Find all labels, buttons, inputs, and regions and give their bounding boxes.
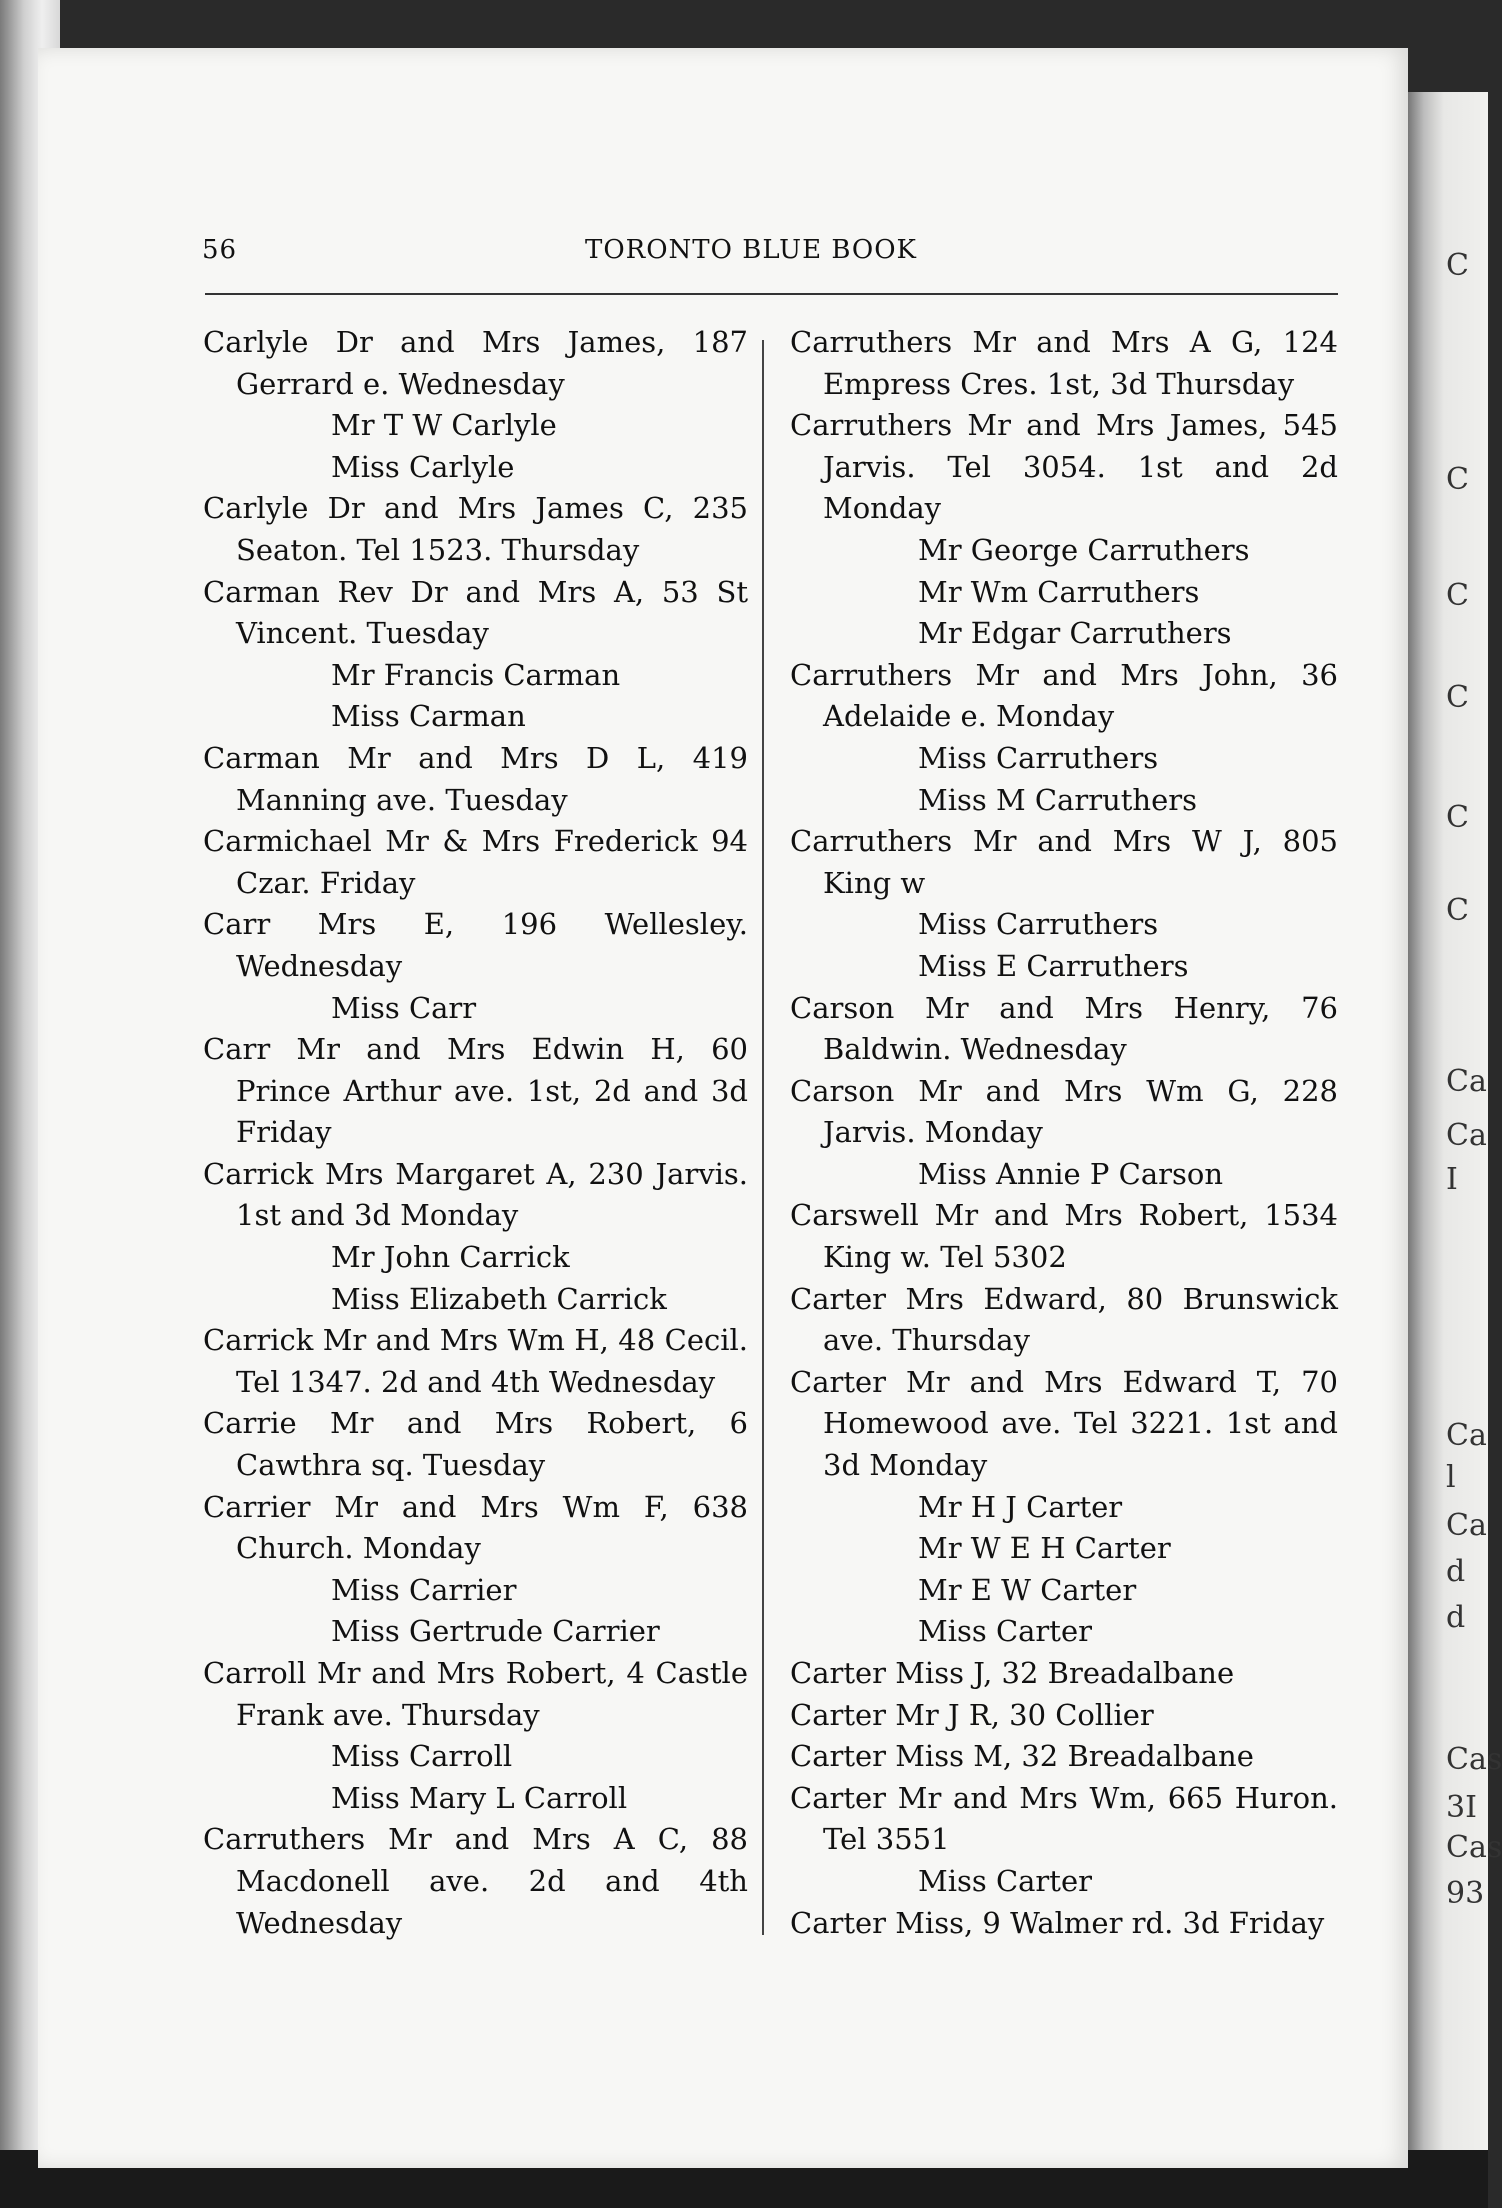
directory-entry [790,1695,1338,1737]
entry-text: Carman Rev Dr and Mrs A, 53 St Vincent. Tuesday [203,574,748,651]
entry-text: Carlyle Dr and Mrs James, 187 Gerrard e. Wednesday [203,325,748,401]
household-member: Mr John Carrick [331,1240,570,1275]
directory-entry [203,1819,748,1944]
entry-text: Carruthers Mr and Mrs John, 36 Adelaide e. Monday [790,657,1338,734]
entry-text: Carr Mrs E, 196 Wellesley. Wednesday [203,907,748,983]
entry-text: Carter Mr J R, 30 Collier [790,1697,1154,1732]
directory-entry [203,1029,748,1154]
entry-text: Carrie Mr and Mrs Robert, 6 Cawthra sq. Tuesday [203,1406,748,1483]
household-member: Miss Carter [918,1614,1092,1649]
directory-entry [790,988,1338,1071]
entry-text: Carruthers Mr and Mrs A C, 88 Macdonell ave. 2d and 4th Wednesday [203,1822,748,1940]
entry-text: Carson Mr and Mrs Henry, 76 Baldwin. Wednesday [790,990,1338,1067]
page-header [166,235,1336,275]
entry-text: Carter Miss, 9 Walmer rd. 3d Friday [790,1905,1325,1940]
adjacent-page-text: 93 [1446,1876,1485,1911]
directory-entry [790,405,1338,655]
household-member: Miss Carruthers [918,907,1159,942]
entry-text: Carson Mr and Mrs Wm G, 228 Jarvis. Monday [790,1073,1338,1150]
directory-entry [790,1653,1338,1695]
entry-text: Carman Mr and Mrs D L, 419 Manning ave. Tuesday [203,740,748,817]
directory-entry [790,1362,1338,1653]
adjacent-page-text: Ca [1446,1418,1487,1453]
adjacent-page-text: Ca [1446,1118,1487,1153]
adjacent-page-text: 3I [1446,1790,1477,1825]
adjacent-page-text: l [1446,1460,1456,1495]
entry-text: Carswell Mr and Mrs Robert, 1534 King w. Tel 5302 [790,1198,1338,1275]
directory-entry [790,1903,1338,1945]
running-title: TORONTO BLUE BOOK [585,235,917,265]
directory-entry [203,488,748,571]
household-member: Miss Carter [918,1863,1092,1898]
entry-text: Carter Mr and Mrs Wm, 665 Huron. Tel 3551 [790,1780,1338,1857]
header-rule [205,293,1338,295]
entry-text: Carlyle Dr and Mrs James C, 235 Seaton. Tel 1523. Thursday [203,491,748,567]
household-member: Mr Wm Carruthers [918,574,1200,609]
adjacent-page-text: C [1446,893,1469,928]
household-member: Mr Francis Carman [331,657,621,692]
entry-text: Carruthers Mr and Mrs W J, 805 King w [790,824,1338,900]
household-member: Miss Carroll [331,1739,513,1774]
directory-entry [790,821,1338,987]
directory-entry [790,1195,1338,1278]
directory-entry [790,655,1338,821]
household-member: Miss Carruthers [918,740,1159,775]
directory-entry [790,1778,1338,1903]
directory-entry [203,1320,748,1403]
household-member: Miss M Carruthers [918,782,1197,817]
entry-text: Carter Mr and Mrs Edward T, 70 Homewood ave. Tel 3221. 1st and 3d Monday [790,1364,1338,1483]
household-member: Miss Annie P Carson [918,1156,1223,1191]
entry-text: Carter Mrs Edward, 80 Brunswick ave. Thursday [790,1281,1338,1358]
entry-text: Carrier Mr and Mrs Wm F, 638 Church. Monday [203,1489,748,1566]
entry-text: Carter Miss M, 32 Breadalbane [790,1739,1254,1774]
entry-text: Carmichael Mr & Mrs Frederick 94 Czar. Friday [203,824,748,900]
directory-entry [203,1403,748,1486]
directory-entry [203,572,748,738]
household-member: Miss Elizabeth Carrick [331,1281,667,1316]
adjacent-page-text: d [1446,1600,1466,1635]
entry-text: Carrick Mr and Mrs Wm H, 48 Cecil. Tel 1347. 2d and 4th Wednesday [203,1323,748,1399]
household-member: Miss Mary L Carroll [331,1780,628,1815]
household-member: Mr George Carruthers [918,532,1250,567]
directory-entry [790,322,1338,405]
directory-entry [203,738,748,821]
column-divider [762,340,764,1935]
directory-entry [790,1279,1338,1362]
entry-text: Carruthers Mr and Mrs A G, 124 Empress Cres. 1st, 3d Thursday [790,325,1338,401]
household-member: Miss Carrier [331,1572,517,1607]
entry-text: Carroll Mr and Mrs Robert, 4 Castle Frank ave. Thursday [203,1656,748,1732]
household-member: Miss Carr [331,990,477,1025]
adjacent-page-text: C [1446,462,1469,497]
adjacent-page-edge [1408,92,1502,2152]
directory-entry [790,1736,1338,1778]
household-member: Miss Carlyle [331,449,515,484]
adjacent-page-text: d [1446,1554,1466,1589]
household-member: Mr T W Carlyle [331,408,557,443]
directory-entry [203,1154,748,1320]
adjacent-page-text: C [1446,800,1469,835]
entry-text: Carter Miss J, 32 Breadalbane [790,1656,1235,1690]
household-member: Miss Carman [331,699,526,734]
entry-text: Carr Mr and Mrs Edwin H, 60 Prince Arthur ave. 1st, 2d and 3d Friday [203,1032,748,1150]
adjacent-page-text: C [1446,680,1469,715]
household-member: Mr Edgar Carruthers [918,616,1232,651]
adjacent-page-text: Ca [1446,1508,1487,1543]
household-member: Miss Gertrude Carrier [331,1614,660,1649]
page-number: 56 [202,235,238,265]
left-column [203,322,748,1944]
directory-entry [203,322,748,488]
directory-entry [203,821,748,904]
right-column [790,322,1338,1944]
directory-entry [203,1653,748,1819]
household-member: Mr H J Carter [918,1489,1123,1524]
entry-text: Carrick Mrs Margaret A, 230 Jarvis. 1st and 3d Monday [203,1156,748,1233]
household-member: Mr W E H Carter [918,1531,1171,1566]
adjacent-page-text: Cas [1446,1742,1502,1777]
adjacent-page-text: C [1446,578,1469,613]
adjacent-page-text: Ca [1446,1064,1487,1099]
adjacent-page-text: I [1446,1162,1458,1197]
directory-entry [790,1071,1338,1196]
entry-text: Carruthers Mr and Mrs James, 545 Jarvis. Tel 3054. 1st and 2d Monday [790,408,1338,526]
directory-entry [203,1487,748,1653]
directory-entry [203,904,748,1029]
household-member: Miss E Carruthers [918,948,1189,983]
adjacent-page-text: Cas [1446,1830,1502,1865]
household-member: Mr E W Carter [918,1572,1137,1607]
adjacent-page-text: C [1446,248,1469,283]
